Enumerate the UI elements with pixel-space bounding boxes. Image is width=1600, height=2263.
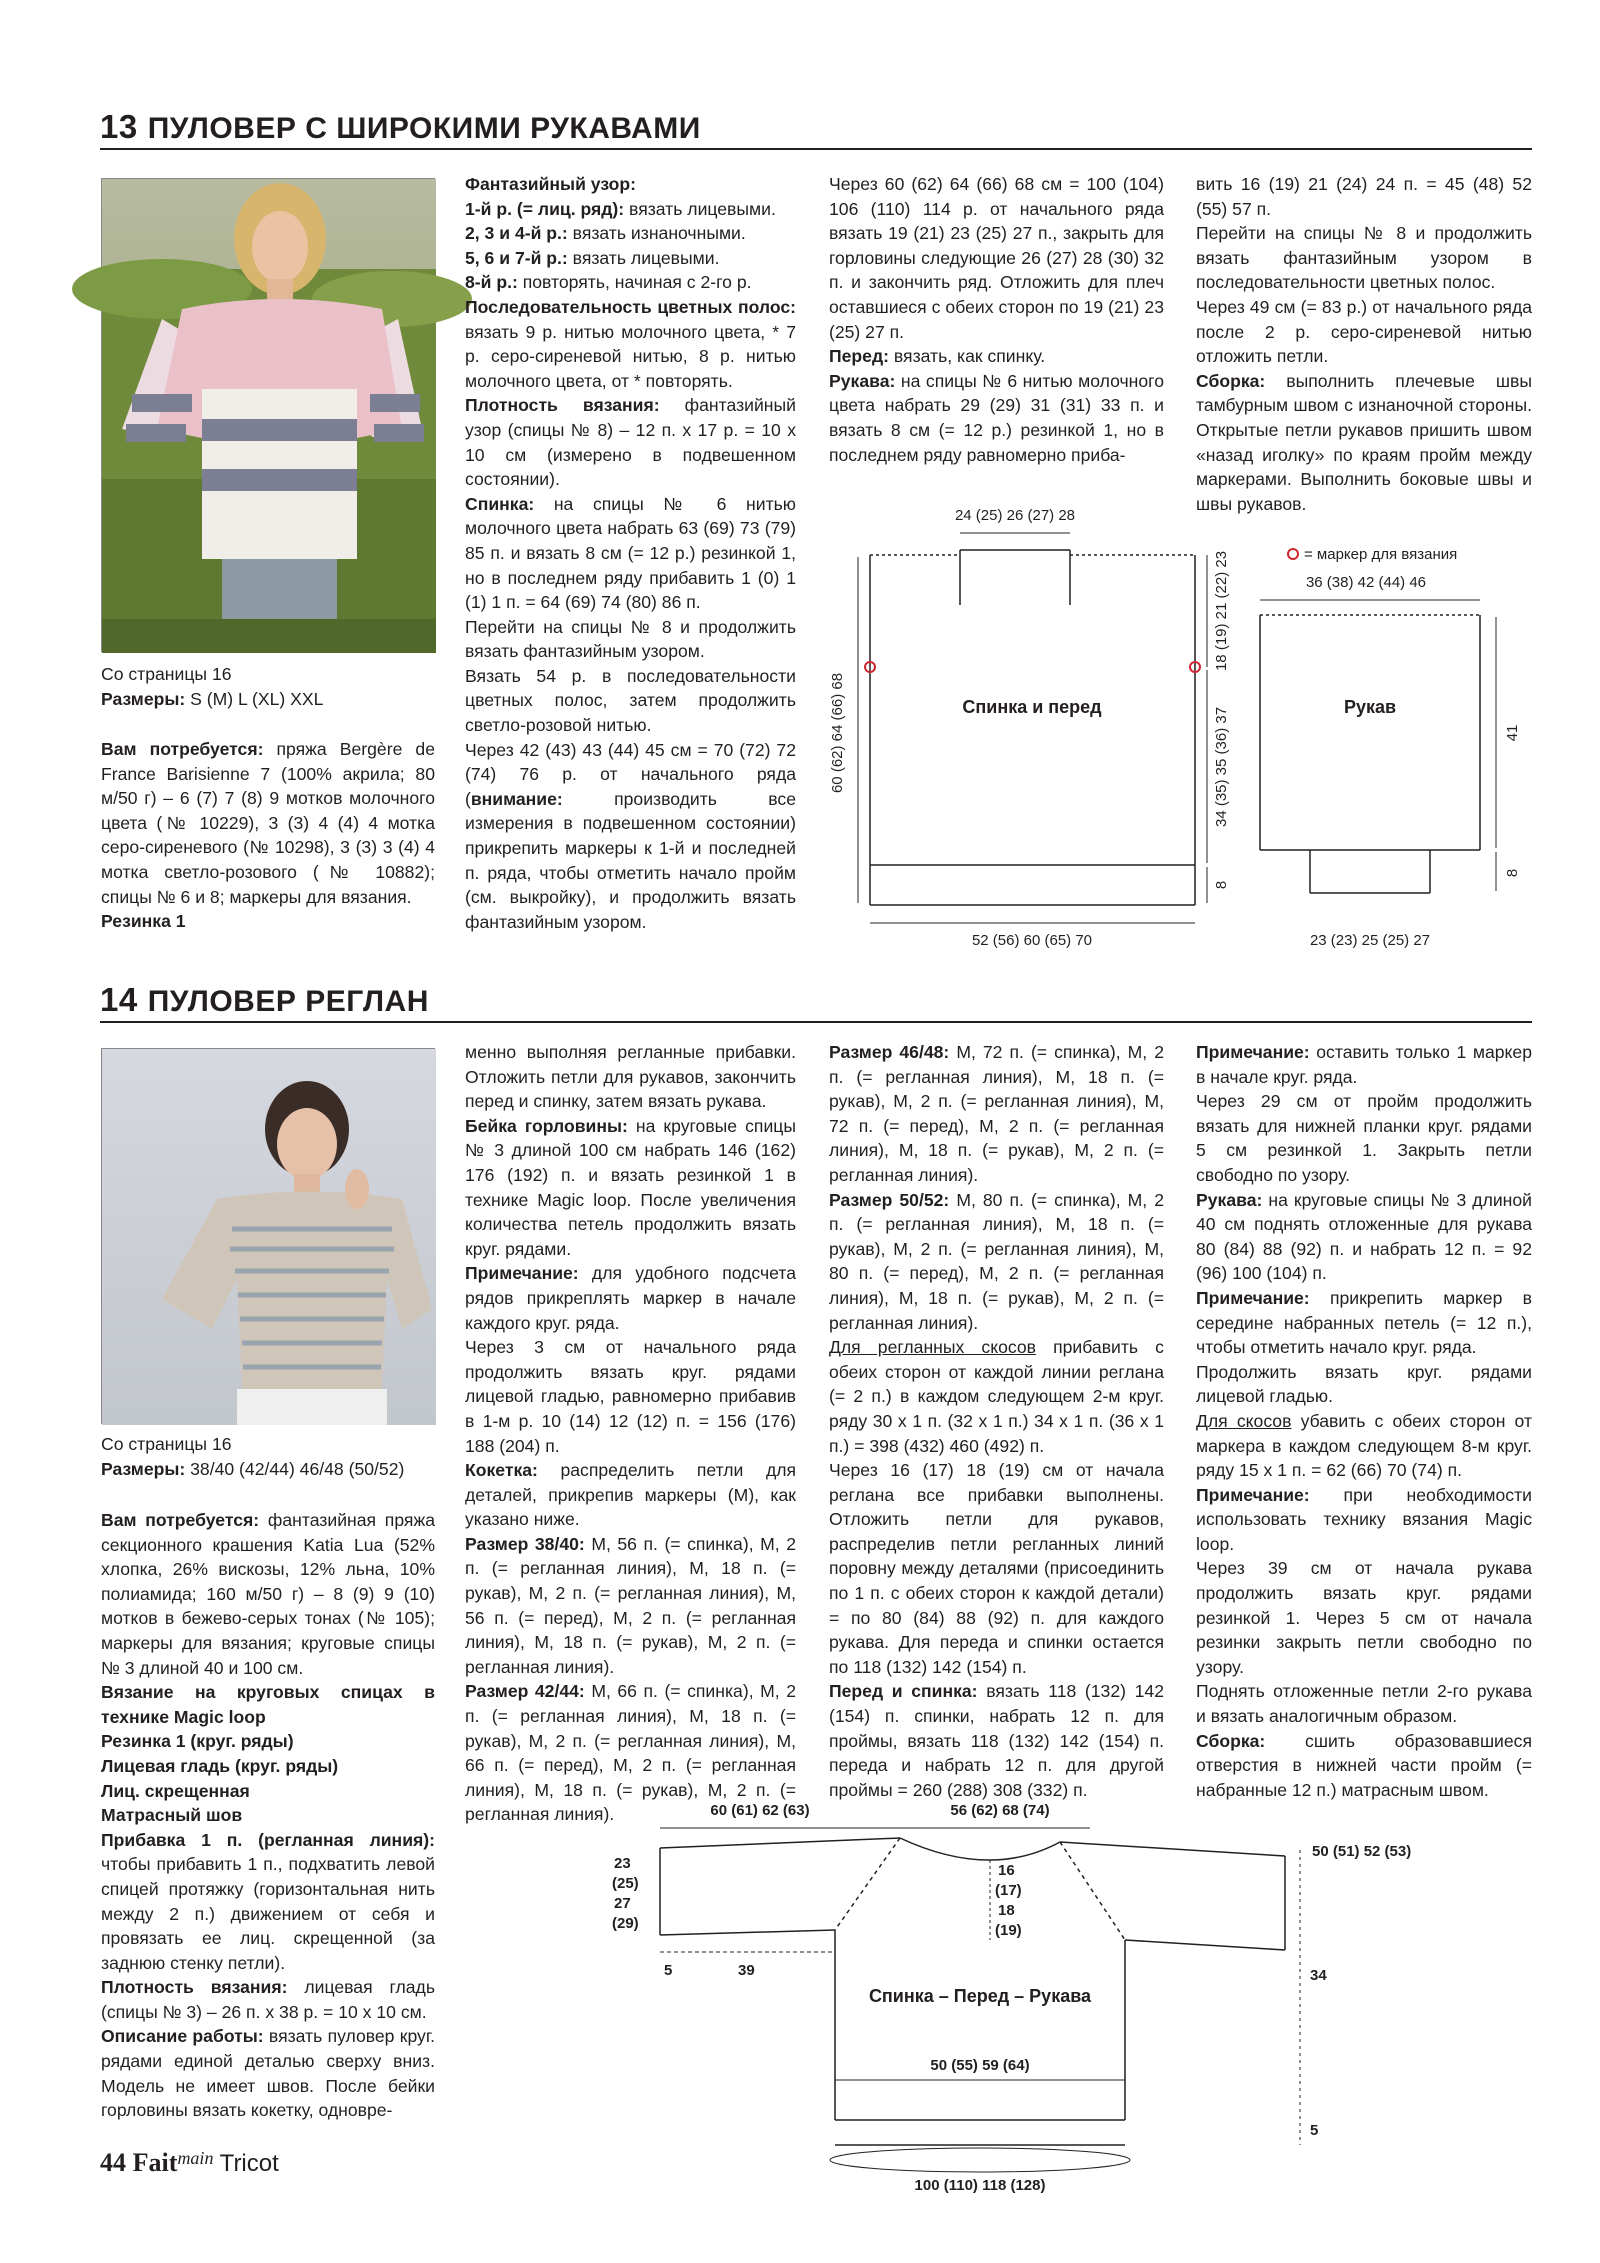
section-13-column-3: Через 60 (62) 64 (66) 68 см = 100 (104) 106 (110) 114 р. от начального ряда вязать 19 (21) 23 (25) 27 п., закрыть для горловины следующие 26 (27) 28 (30) 32 п. и закончить ряд. Отложить для плеч оставшиеся с обеих сторон по 19 (21) 23 (25) 27 п. Перед: вязать, как спинку. Рукава: на спицы № 6 нитью молочного цвета набрать 29 (29) 31 (31) 33 п. и вязать 8 см (= 12 р.) резинкой 1, но в последнем ряду равномерно приба-: [829, 174, 1164, 465]
dim-rib-len: 5: [1310, 2122, 1319, 2139]
section-14-rule: [100, 1021, 1532, 1023]
section-14-column-2: менно выполняя регланные прибавки. Отложить петли для рукавов, закончить перед и спинку, затем вязать рукава. Бейка горловины: на круговые спицы № 3 длиной 100 см набрать 146 (162) 176 (192) п. и вязать резинкой 1 в технике Magic loop. После увеличения количества петель продолжить вязать круг. рядами. Примечание: для удобного подсчета рядов прикреплять маркер в начале каждого круг. ряда. Через 3 см от начального ряда продолжить вязать круг. рядами лицевой гладью, равномерно прибавив в 1-м р. 10 (14) 12 (12) п. = 156 (176) 188 (204) п. Кокетка: распределить петли для деталей, прикрепив маркеры (М), как указано ниже. Размер 38/40: М, 56 п. (= спинка), М, 2 п. (= регланная линия), М, 18 п. (= рукав), М, 2 п. (= регланная линия), М, 56 п. (= перед), М, 2 п. (= регланная линия), М, 18 п. (= рукав), М, 2 п. (= регланная линия). Размер 42/44: М, 66 п. (= спинка), М, 2 п. (= регланная линия), М, 18 п. (= рукав), М, 2 п. (= регланная линия), М, 66 п. (= перед), М, 2 п. (= регланная линия), М, 18 п. (= рукав), М, 2 п. (= регланная линия).: [465, 1042, 796, 1825]
dim-raglan-b: (17): [995, 1882, 1022, 1899]
footer: [100, 2148, 279, 2178]
dim-cuff-b: (25): [612, 1875, 639, 1892]
section-14-from-page: Со страницы 16: [101, 1434, 232, 1454]
section-14-column-4: Примечание: оставить только 1 маркер в начале круг. ряда. Через 29 см от пройм продолжить вязать для нижней планки круг. рядами 5 см резинкой 1. Закрыть петли свободно по узору. Рукава: на круговые спицы № 3 длиной 40 см поднять отложенные для рукава 80 (84) 88 (92) п. и набрать 12 п. = 92 (96) 100 (104) п. Примечание: прикрепить маркер в середине набранных петель (= 12 п.), чтобы отметить начало круг. ряда. Продолжить вязать круг. рядами лицевой гладью. Для скосов убавить с обеих сторон от маркера в каждом следующем 8-м круг. ряду 15 х 1 п. = 62 (66) 70 (74) п. Примечание: при необходимости использовать технику вязания Magic loop. Через 39 см от начала рукава продолжить вязать круг. рядами резинкой 1. Через 5 см от начала резинки закрыть петли свободно по узору. Поднять отложенные петли 2-го рукава и вязать аналогичным образом. Сборка: сшить образовавшиеся отверстия в нижней части пройм (= набранные 12 п.) матрасным швом.: [1196, 1042, 1532, 1800]
dim-hem: 100 (110) 118 (128): [914, 2177, 1046, 2194]
section-13-sizes: Размеры: S (M) L (XL) XXL: [101, 688, 324, 709]
section-13-from-page: Со страницы 16: [101, 664, 232, 684]
section-14-caption: [101, 1432, 441, 1481]
section-13-title: 13 ПУЛОВЕР С ШИРОКИМИ РУКАВАМИ: [100, 108, 701, 145]
magazine-name: Tricot: [219, 2150, 279, 2177]
dim-total: 50 (51) 52 (53): [1312, 1843, 1412, 1860]
dim-hem-ellipse: [830, 2148, 1130, 2172]
dim-sleeve-rib: 8: [1504, 868, 1521, 878]
section-13-materials: Вам потребуется: пряжа Bergère de France Barisienne 7 (100% акрила; 80 м/50 г) – 6 (7) 7 (8) 9 мотков молочного цвета (№ 10229), 3 (3) 4 (4) 4 мотка серо-сиреневого (№ 10298), 3 (3) 3 (4) 4 мотка светло-розового (№ 10882); спицы № 6 и 8; маркеры для вязания. Резинка 1: [101, 739, 435, 932]
dim-raglan-a: 16: [998, 1862, 1015, 1879]
brand: Fait: [132, 2148, 178, 2177]
dim-sleeve-bottom: 23 (23) 25 (25) 27: [1309, 932, 1431, 949]
body-shape: [870, 550, 1195, 905]
section-13-column-2: Фантазийный узор: 1-й р. (= лиц. ряд): вязать лицевыми. 2, 3 и 4-й р.: вязать изнаночными. 5, 6 и 7-й р.: вязать лицевыми. 8-й р.: повторять, начиная с 2-го р. Последовательность цветных полос: вязать 9 р. нитью молочного цвета, * 7 р. серо-сиреневой нитью, 8 р. нитью молочного цвета, от * повторять. Плотность вязания: фантазийный узор (спицы № 8) – 12 п. х 17 р. = 10 х 10 см (измерено в подвешенном состоянии). Спинка: на спицы № 6 нитью молочного цвета набрать 63 (69) 73 (79) 85 п. и вязать 8 см (= 12 р.) резинкой 1, но в последнем ряду прибавить 1 (0) 1 (1) 1 п. = 64 (69) 74 (80) 86 п. Перейти на спицы № 8 и продолжить вязать фантазийным узором. Вязать 54 р. в последовательности цветных полос, затем продолжить светло-розовой нитью. Через 42 (43) 43 (44) 45 см = 70 (72) 72 (74) 76 р. от начального ряда (внимание: производить все измерения в подвешенном состоянии) прикрепить маркеры к 1-й и последней п. ряда, чтобы отметить начало пройм (см. выкройку), и продолжить вязать фантазийным узором.: [465, 174, 796, 932]
dim-rib: 8: [1213, 880, 1230, 890]
dim-height: 60 (62) 64 (66) 68: [829, 672, 846, 794]
body-label: Спинка и перед: [962, 697, 1102, 717]
dim-sleeve-len: 41: [1504, 724, 1521, 742]
section-13-column-4: вить 16 (19) 21 (24) 24 п. = 45 (48) 52 (55) 57 п. Перейти на спицы № 8 и продолжить вязать фантазийным узором в последовательности цветных полос. Через 49 см (= 83 р.) от начального ряда после 2 р. серо-сиреневой нитью отложить петли. Сборка: выполнить плечевые швы тамбурным швом с изнаночной стороны. Открытые петли рукавов пришить швом «назад иголку» по краям пройм между маркерами. Выполнить боковые швы и швы рукавов.: [1196, 174, 1532, 514]
dim-cuff-rib: 5: [664, 1962, 673, 1979]
section-14-sizes: Размеры: 38/40 (42/44) 46/48 (50/52): [101, 1458, 405, 1479]
sleeve-label: Рукав: [1343, 697, 1397, 717]
diagram-14: [580, 1790, 1412, 2200]
dim-cuff-a: 23: [614, 1855, 631, 1872]
marker-legend-icon: [1288, 549, 1298, 559]
section-13-caption: [101, 662, 441, 711]
dim-waist: 50 (55) 59 (64): [930, 2057, 1030, 2074]
dim-neck: 24 (25) 26 (27) 28: [954, 507, 1076, 524]
dim-armhole: 18 (19) 21 (22) 23: [1213, 550, 1230, 672]
section-14-title: 14 ПУЛОВЕР РЕГЛАН: [100, 981, 429, 1018]
dim-cuff-c: 27: [614, 1895, 631, 1912]
diagram-13: [820, 495, 1540, 965]
dim-sleeve-len: 60 (61) 62 (63): [710, 1802, 810, 1819]
photo-raglan-pullover: [101, 1048, 435, 1424]
section-13-rule: [100, 148, 1532, 150]
section-14-column-3: Размер 46/48: М, 72 п. (= спинка), М, 2 п. (= регланная линия), М, 18 п. (= рукав), М, 2 п. (= регланная линия), М, 72 п. (= перед), М, 2 п. (= регланная линия), М, 18 п. (= рукав), М, 2 п. (= регланная линия). Размер 50/52: М, 80 п. (= спинка), М, 2 п. (= регланная линия), М, 18 п. (= рукав), М, 2 п. (= регланная линия), М, 80 п. (= перед), М, 2 п. (= регланная линия), М, 18 п. (= рукав), М, 2 п. (= регланная линия). Для регланных скосов прибавить с обеих сторон от каждой линии реглана (= 2 п.) в каждом следующем 2-м круг. ряду 30 х 1 п. (32 х 1 п.) 34 х 1 п. (36 х 1 п.) = 398 (432) 460 (492) п. Через 16 (17) 18 (19) см от начала реглана все прибавки выполнены. Отложить петли для рукавов, распределив петли регланных линий поровну между деталями (присоединить по 1 п. с обеих сторон к каждой детали) = по 80 (84) 88 (92) п. для каждого рукава. Для переда и спинки остается по 118 (132) 142 (154) п. Перед и спинка: вязать 118 (132) 142 (154) п. спинки, набрать 12 п. для проймы, вязать 118 (132) 142 (154) п. переда и набрать 12 п. для другой проймы = 260 (288) 308 (332) п.: [829, 1042, 1164, 1800]
page-number: 44: [100, 2148, 126, 2177]
photo-pullover-wide-sleeves: [101, 178, 435, 652]
dim-raglan-d: (19): [995, 1922, 1022, 1939]
dim-body-len: 34: [1310, 1967, 1327, 1984]
dim-sleeve-body: 39: [738, 1962, 755, 1979]
sleeve-shape: [1260, 615, 1480, 893]
raglan-label: Спинка – Перед – Рукава: [868, 1986, 1092, 2006]
dim-raglan-c: 18: [998, 1902, 1015, 1919]
dim-width: 52 (56) 60 (65) 70: [971, 932, 1093, 949]
brand-script: main: [177, 2148, 214, 2168]
section-14-column-1: Вам потребуется: фантазийная пряжа секционного крашения Katia Lua (52% хлопка, 26% вискозы, 12% льна, 10% полиамида; 160 м/50 г) – 8 (9) 9 (10) мотков в бежево-серых тонах (№ 105); маркеры для вязания; круговые спицы № 3 длиной 40 и 100 см. Вязание на круговых спицах в технике Magic loop Резинка 1 (круг. ряды) Лицевая гладь (круг. ряды) Лиц. скрещенная Матрасный шов Прибавка 1 п. (регланная линия): чтобы прибавить 1 п., подхватить левой спицей протяжку (горизонтальная нить между 2 п.) движением от себя и провязать ее лиц. скрещенной (за заднюю стенку петли). Плотность вязания: лицевая гладь (спицы № 3) – 26 п. х 38 р. = 10 х 10 см. Описание работы: вязать пуловер круг. рядами единой деталью сверху вниз. Модель не имеет швов. После бейки горловины вязать кокетку, одновре-: [101, 1510, 435, 2121]
dim-cuff-d: (29): [612, 1915, 639, 1932]
dim-sleeve-top: 36 (38) 42 (44) 46: [1305, 574, 1427, 591]
dim-neck: 56 (62) 68 (74): [950, 1802, 1050, 1819]
dim-side: 34 (35) 35 (36) 37: [1213, 706, 1230, 828]
marker-legend: = маркер для вязания: [1304, 546, 1458, 563]
